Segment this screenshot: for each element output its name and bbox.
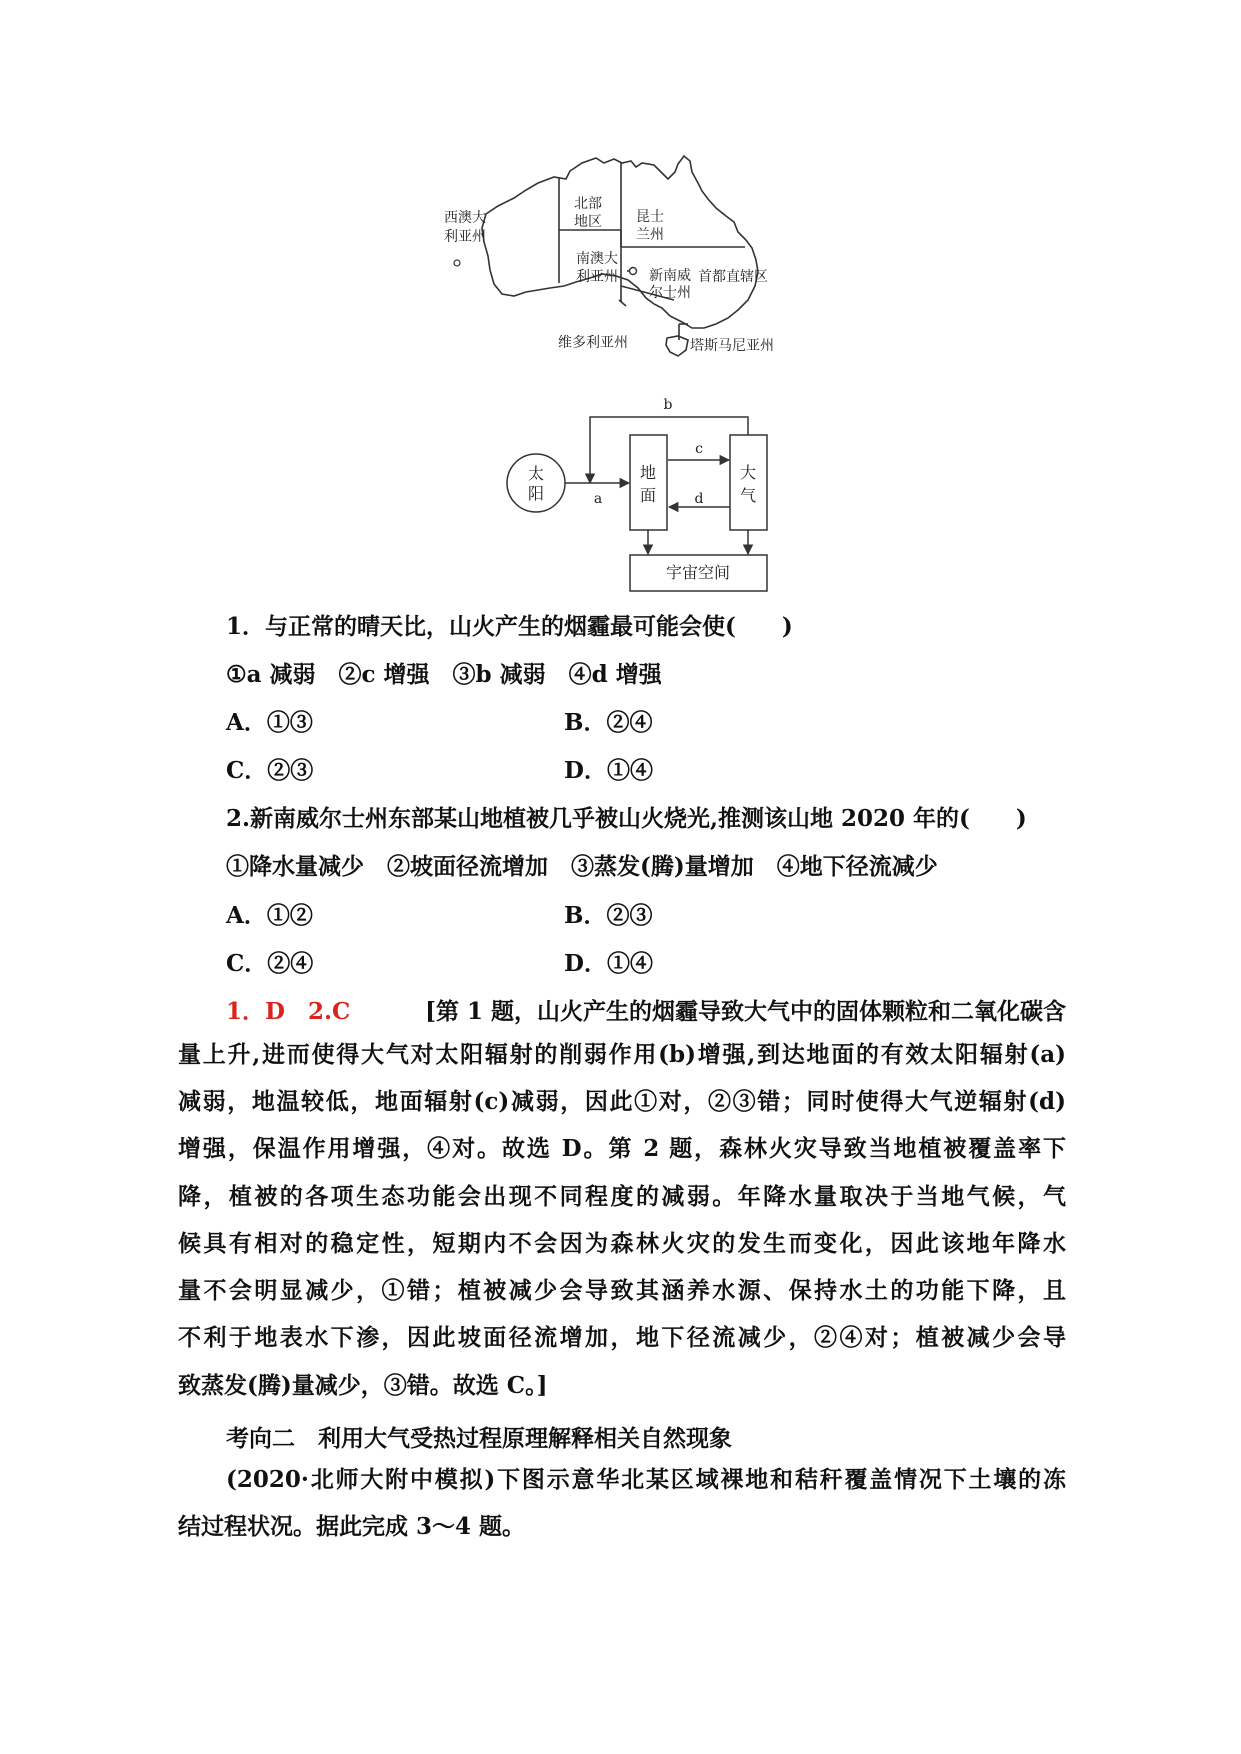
- space-label: 宇宙空间: [665, 563, 731, 582]
- map-callout-tas: 塔斯马尼亚州: [690, 338, 774, 354]
- act-marker: [630, 268, 637, 275]
- atmosphere-box: [730, 435, 767, 530]
- q1-stem: 1．与正常的晴天比，山火产生的烟霾最可能会使( ): [226, 613, 793, 640]
- q1-options-line: ①a 减弱 ②c 增强 ③b 减弱 ④d 增强: [226, 661, 662, 688]
- explanation-line-2: 量上升,进而使得大气对太阳辐射的削弱作用(b)增强,到达地面的有效太阳辐射(a): [178, 1041, 1066, 1068]
- explanation-line-6: 候具有相对的稳定性，短期内不会因为森林火灾的发生而变化，因此该地年降水: [178, 1230, 1066, 1257]
- ground-label-2: 面: [639, 486, 657, 505]
- q2-option-b: B．②③: [564, 902, 653, 929]
- explanation-line-3: 减弱，地温较低，地面辐射(c)减弱，因此①对，②③错；同时使得大气逆辐射(d): [178, 1088, 1066, 1115]
- map-callout-vic: 维多利亚州: [558, 335, 628, 351]
- answer-first-line: [226, 993, 1066, 1026]
- label-b: b: [663, 397, 673, 413]
- vic-leader: [619, 300, 626, 306]
- q1-option-c: C．②③: [226, 757, 314, 784]
- ground-box: [630, 435, 667, 530]
- section-title: 考向二 利用大气受热过程原理解释相关自然现象: [226, 1425, 732, 1452]
- explanation-line-4: 增强，保温作用增强，④对。故选 D。第 2 题，森林火灾导致当地植被覆盖率下: [178, 1135, 1066, 1162]
- map-label-wa-2: 利亚州: [444, 229, 486, 245]
- map-label-sa-1: 南澳大: [576, 251, 618, 267]
- label-c: c: [695, 441, 703, 457]
- explanation-line-9: 致蒸发(腾)量减少，③错。故选 C。]: [178, 1372, 548, 1399]
- map-label-qld-1: 昆士: [636, 209, 664, 225]
- q2-option-c: C．②④: [226, 950, 314, 977]
- tasmania-outline: [666, 336, 688, 356]
- label-a: a: [593, 491, 603, 507]
- section-intro-line-1: (2020·北师大附中模拟)下图示意华北某区域裸地和秸秆覆盖情况下土壤的冻: [226, 1466, 1066, 1493]
- map-label-nsw-1: 新南威: [649, 268, 691, 284]
- answer-key: 1．D 2.C: [226, 998, 351, 1025]
- australia-outline: [482, 156, 758, 328]
- q1-option-d: D．①④: [564, 757, 653, 784]
- sun-circle: [507, 454, 565, 512]
- atmosphere-heating-diagram: [490, 395, 800, 595]
- map-label-nt-2: 地区: [574, 214, 602, 230]
- map-label-nt-1: 北部: [574, 196, 602, 212]
- map-label-qld-2: 兰州: [636, 227, 664, 243]
- atmos-label-1: 大: [739, 463, 757, 482]
- map-label-nsw-2: 尔士州: [649, 285, 691, 301]
- section-intro-line-2: 结过程状况。据此完成 3～4 题。: [178, 1513, 526, 1540]
- sun-label-1: 太: [527, 464, 545, 483]
- q1-option-b: B．②④: [564, 709, 653, 736]
- q2-option-d: D．①④: [564, 950, 653, 977]
- label-d: d: [694, 491, 704, 507]
- explanation-line-8: 不利于地表水下渗，因此坡面径流增加，地下径流减少，②④对；植被减少会导: [178, 1324, 1066, 1351]
- q1-option-a: A．①③: [226, 709, 313, 736]
- explanation-line-5: 降，植被的各项生态功能会出现不同程度的减弱。年降水量取决于当地气候，气: [178, 1183, 1066, 1210]
- arrow-b: [590, 417, 748, 483]
- sun-label-2: 阳: [527, 484, 545, 503]
- atmos-label-2: 气: [739, 486, 757, 505]
- ground-label-1: 地: [639, 463, 657, 482]
- west-coast-marker: [454, 260, 460, 266]
- map-label-sa-2: 利亚州: [576, 269, 618, 285]
- australia-map: [444, 150, 830, 375]
- explanation-line-1: [第 1 题，山火产生的烟霾导致大气中的固体颗粒和二氧化碳含: [425, 998, 1066, 1025]
- q2-stem: 2.新南威尔士州东部某山地植被几乎被山火烧光,推测该山地 2020 年的( ): [226, 805, 1027, 832]
- q2-option-a: A．①②: [226, 902, 313, 929]
- map-callout-act: 首都直辖区: [698, 269, 768, 285]
- q2-options-line: ①降水量减少 ②坡面径流增加 ③蒸发(腾)量增加 ④地下径流减少: [226, 853, 938, 880]
- explanation-line-7: 量不会明显减少，①错；植被减少会导致其涵养水源、保持水土的功能下降，且: [178, 1277, 1066, 1304]
- map-label-wa-1: 西澳大: [444, 210, 486, 226]
